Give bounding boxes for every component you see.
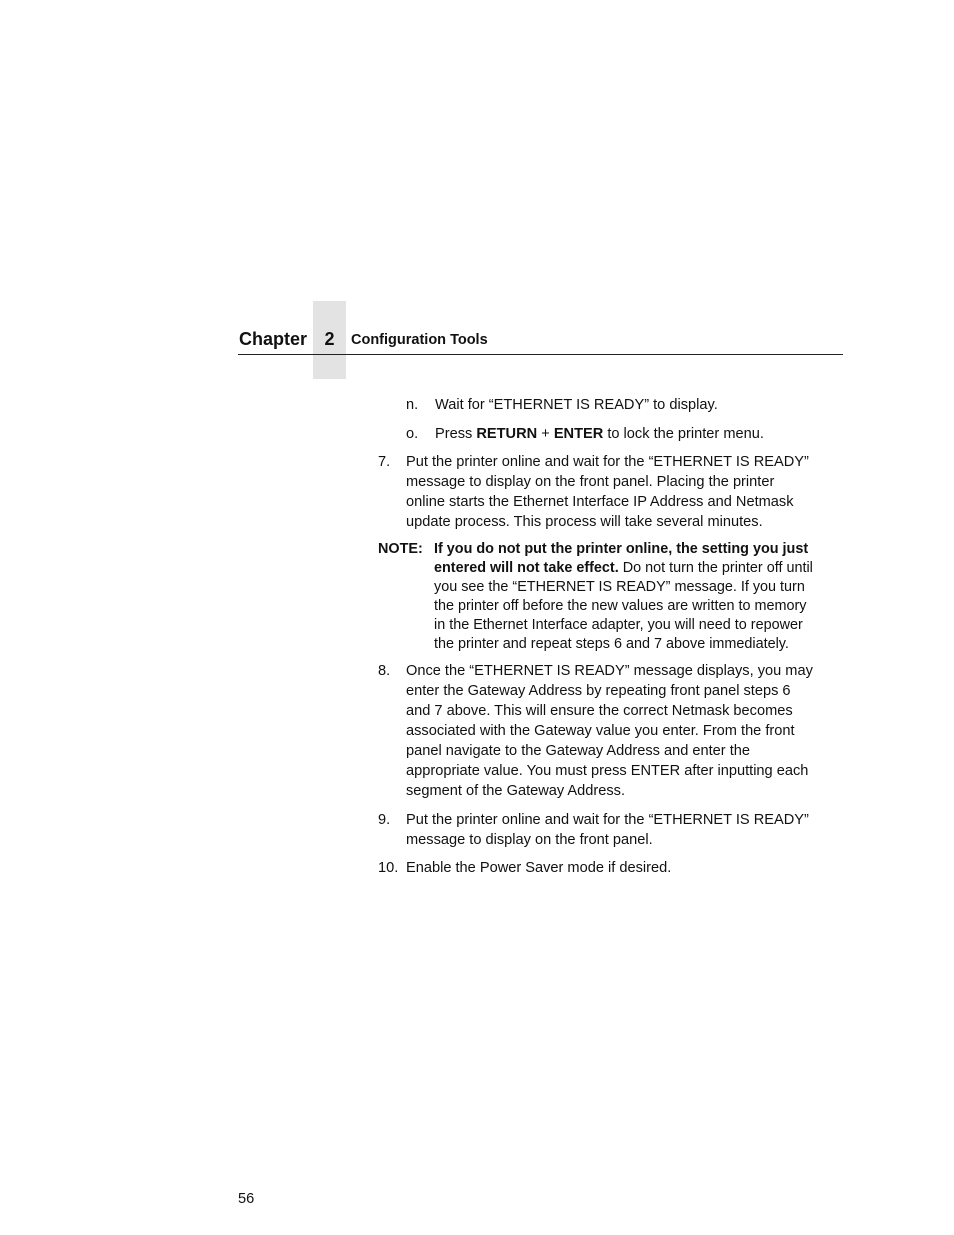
step-marker: 9. <box>378 812 391 828</box>
substep-marker: o. <box>406 426 419 442</box>
substep-text-pre: Press <box>435 426 477 442</box>
substep-text-post: to lock the printer menu. <box>603 426 764 442</box>
header-rule <box>238 354 843 355</box>
substep-text-mid: + <box>537 426 554 442</box>
key-return: RETURN <box>476 426 538 442</box>
step-line: panel navigate to the Gateway Address and enter the <box>406 743 751 759</box>
step-line: Put the printer online and wait for the “ETHERNET IS READY” <box>406 454 809 470</box>
step-body <box>406 858 671 878</box>
substep-text: Wait for “ETHERNET IS READY” to display. <box>435 397 718 413</box>
step-marker: 7. <box>378 454 391 470</box>
step-line: Enable the Power Saver mode if desired. <box>406 860 672 876</box>
step-line: online starts the Ethernet Interface IP Address and Netmask <box>406 494 794 510</box>
chapter-label: Chapter <box>239 329 308 349</box>
step-body <box>406 661 813 801</box>
key-enter: ENTER <box>553 426 604 442</box>
note-text: Do not turn the printer off until <box>618 560 813 576</box>
step-line: update process. This process will take several minutes. <box>406 514 763 530</box>
substep-marker: n. <box>406 397 419 413</box>
note-label: NOTE: <box>378 541 423 557</box>
step-line: message to display on the front panel. <box>406 832 653 848</box>
note-line: the printer and repeat steps 6 and 7 above immediately. <box>434 636 789 652</box>
note-line: the printer off before the new values are written to memory <box>434 598 807 614</box>
step-marker: 10. <box>378 860 399 876</box>
chapter-number: 2 <box>324 329 335 349</box>
substep-text <box>435 424 764 444</box>
page-number: 56 <box>238 1191 255 1207</box>
step-marker: 8. <box>378 663 391 679</box>
step-line: Put the printer online and wait for the “ETHERNET IS READY” <box>406 812 809 828</box>
step-line: segment of the Gateway Address. <box>406 783 626 799</box>
note-line <box>434 559 813 578</box>
note-body <box>434 540 813 654</box>
step-line: and 7 above. This will ensure the correct Netmask becomes <box>406 703 793 719</box>
note-bold-text: entered will not take effect. <box>434 560 619 576</box>
note-line: If you do not put the printer online, the setting you just <box>434 541 809 557</box>
step-line: associated with the Gateway value you enter. From the front <box>406 723 795 739</box>
step-body <box>406 810 809 850</box>
step-body <box>406 452 809 532</box>
note-line: in the Ethernet Interface adapter, you will need to repower <box>434 617 803 633</box>
chapter-title: Configuration Tools <box>351 332 488 348</box>
step-line: Once the “ETHERNET IS READY” message displays, you may <box>406 663 813 679</box>
note-line: you see the “ETHERNET IS READY” message. If you turn <box>434 579 805 595</box>
step-line: appropriate value. You must press ENTER after inputting each <box>406 763 809 779</box>
step-line: message to display on the front panel. Placing the printer <box>406 474 775 490</box>
step-line: enter the Gateway Address by repeating front panel steps 6 <box>406 683 791 699</box>
